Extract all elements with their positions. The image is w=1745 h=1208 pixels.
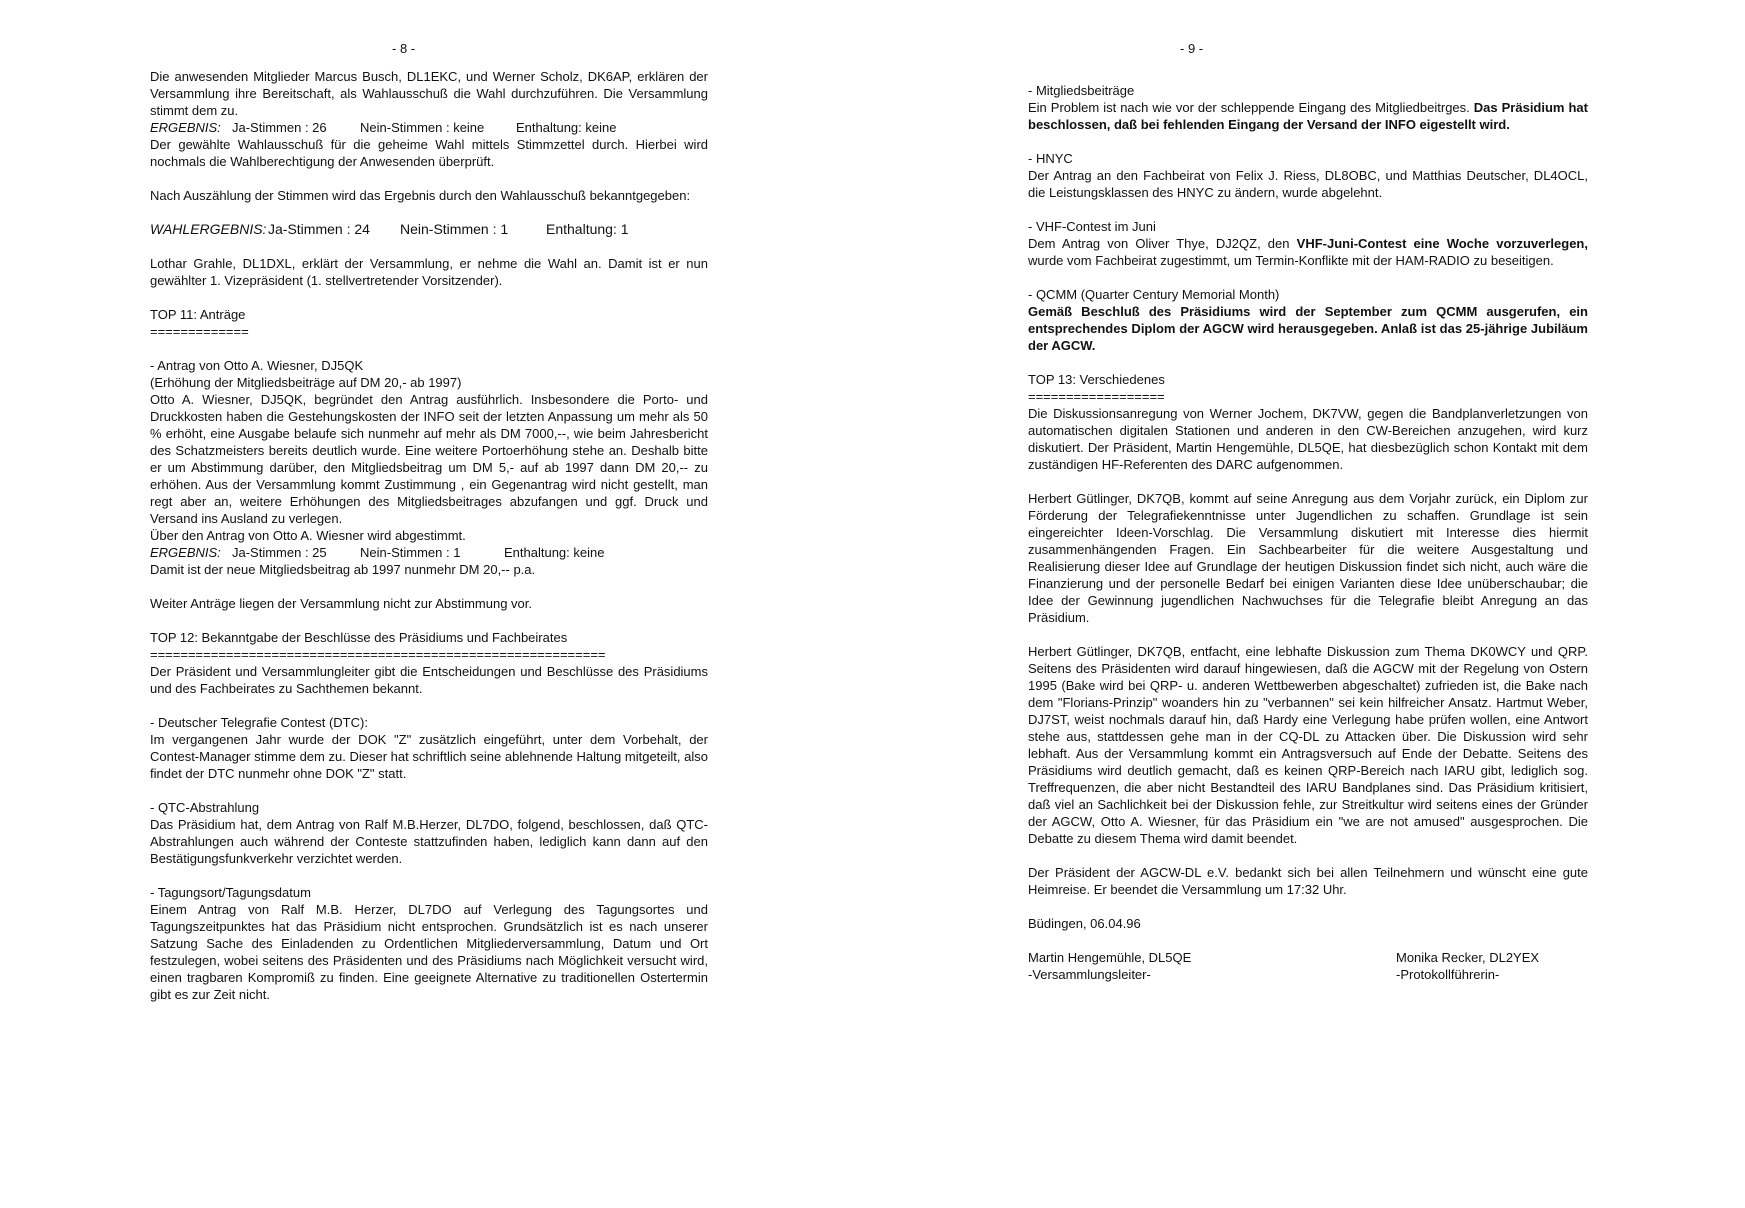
vote-no: Nein-Stimmen : keine (360, 120, 485, 135)
paragraph: Damit ist der neue Mitgliedsbeitrag ab 1997 nunmehr DM 20,-- p.a. (150, 562, 536, 577)
paragraph: Der Präsident der AGCW-DL e.V. bedankt sich bei allen Teilnehmern und wünscht eine gute Heimreise. Er beendet die Versammlung um 17:32 Uhr. (1028, 865, 1588, 897)
item-subtitle: (Erhöhung der Mitgliedsbeiträge auf DM 20,- ab 1997) (150, 375, 462, 390)
section-underline: ============= (150, 324, 249, 339)
signature-secretary (1396, 949, 1539, 983)
vote-yes: Ja-Stimmen : 25 (232, 545, 327, 560)
vote-result (150, 544, 708, 561)
section-underline: ============================================================ (150, 647, 606, 662)
paragraph: Die anwesenden Mitglieder Marcus Busch, DL1EKC, und Werner Scholz, DK6AP, erklären der Versammlung ihre Bereitschaft, als Wahlausschuß die Wahl durchzuführen. Die Versammlung stimmt dem zu. (150, 69, 708, 118)
item-title: - Tagungsort/Tagungsdatum (150, 885, 311, 900)
vote-abstain: Enthaltung: 1 (546, 221, 629, 237)
election-result (150, 221, 708, 238)
left-column (150, 68, 708, 1003)
page-number: - 9 - (1180, 41, 1204, 56)
paragraph: Weiter Anträge liegen der Versammlung nicht zur Abstimmung vor. (150, 596, 533, 611)
paragraph: Über den Antrag von Otto A. Wiesner wird abgestimmt. (150, 528, 466, 543)
vote-label: WAHLERGEBNIS: (150, 221, 267, 237)
paragraph: Der Präsident und Versammlungleiter gibt die Entscheidungen und Beschlüsse des Präsidiums und des Fachbeirates zu Sachthemen bekannt. (150, 664, 708, 696)
paragraph: Einem Antrag von Ralf M.B. Herzer, DL7DO auf Verlegung des Tagungsortes und Tagungszeitpunktes hat das Präsidium nicht entsprochen. Grundsätzlich ist es nach unserer Satzung Sache des Einladenden zu Ordentlichen Mitgliederversammlung, Datum und Ort festzulegen, wobei seitens des Präsidenten und des Präsidiums nach Möglichkeit versucht wird, einen tragbaren Kompromiß zu finden. Eine geeignete Alternative zu traditionellen Ostertermin gibt es zur Zeit nicht. (150, 902, 708, 1002)
vote-no: Nein-Stimmen : 1 (400, 221, 509, 237)
item-title: - HNYC (1028, 151, 1073, 166)
item-title: - QTC-Abstrahlung (150, 800, 260, 815)
item-title: - QCMM (Quarter Century Memorial Month) (1028, 287, 1280, 302)
item-title: - Antrag von Otto A. Wiesner, DJ5QK (150, 358, 364, 373)
section-underline: ================== (1028, 389, 1165, 404)
paragraph: Lothar Grahle, DL1DXL, erklärt der Versammlung, er nehme die Wahl an. Damit ist er nun gewählter 1. Vizepräsident (1. stellvertretender Vorsitzender). (150, 256, 708, 288)
signer-name: Martin Hengemühle, DL5QE (1028, 950, 1192, 965)
section-heading: TOP 12: Bekanntgabe der Beschlüsse des Präsidiums und Fachbeirates (150, 630, 568, 645)
paragraph: Herbert Gütlinger, DK7QB, entfacht, eine lebhafte Diskussion zum Thema DK0WCY und QRP. Seitens des Präsidenten wird darauf hingewiesen, daß die AGCW mit der Regelung von Ostern 1995 (Bake wird bei QRP- u. anderen Wettbewerben abgeschaltet) zufrieden ist, die Bake nach dem "Florians-Prinzip" woanders hin zu "verbannen" sei kein hilfreicher Ansatz. Hartmut Weber, DJ7ST, weist nochmals darauf hin, daß Hardy eine Verlegung habe prüfen wollen, eine Antwort stehe aus, stattdessen gehe man in der CQ-DL zu Attacken über. Die Diskussion wird sehr lebhaft. Aus der Versammlung kommt ein Antragsversuch auf Ende der Debatte. Seitens des Präsidiums wird deutlich gemacht, daß es keinen QRP-Bereich nach IARU gibt, lediglich sog. Treffrequenzen, die aber nicht Bestandteil des IARU Bandplanes sind. Das Präsidium kritisiert, daß viel an Sachlichkeit bei der Diskussion fehle, zur Streitkultur wird seitens eines der Gründer der AGCW, Otto A. Wiesner, für das Präsidium ein "we are not amused" ausgesprochen. Die Debatte zu diesem Thema wird damit beendet. (1028, 644, 1588, 846)
section-heading: TOP 13: Verschiedenes (1028, 372, 1165, 387)
item-title: - Deutscher Telegrafie Contest (DTC): (150, 715, 368, 730)
left-page (0, 0, 870, 1208)
paragraph: Der gewählte Wahlausschuß für die geheime Wahl mittels Stimmzettel durch. Hierbei wird nochmals die Wahlberechtigung der Anwesenden überprüft. (150, 137, 708, 169)
vote-abstain: Enthaltung: keine (516, 120, 617, 135)
paragraph: Im vergangenen Jahr wurde der DOK "Z" zusätzlich eingeführt, unter dem Vorbehalt, der Contest-Manager stimme dem zu. Dieser hat schriftlich seine ablehnende Haltung mitgeteilt, also findet der DTC nunmehr ohne DOK "Z" statt. (150, 732, 708, 781)
vote-yes: Ja-Stimmen : 26 (232, 120, 327, 135)
paragraph: Herbert Gütlinger, DK7QB, kommt auf seine Anregung aus dem Vorjahr zurück, ein Diplom zur Förderung der Telegrafiekenntnisse unter Jugendlichen zu schaffen. Grundlage ist sein eingereichter Ideen-Vorschlag. Die Versammlung diskutiert mit Interesse dies hiermit zusammenhängenden Fragen. Ein Sachbearbeiter für die weitere Ausgestaltung und Realisierung dieser Idee auf Grundlage der heutigen Diskussion findet sich nicht, auch wäre die Finanzierung und der personelle Bedarf bei einigen Varianten diese Idee unüberschaubar; die Idee der Gewinnung jugendlichen Nachwuchses für die Telegrafie bleibt Anregung an das Präsidium. (1028, 491, 1588, 625)
paragraph: Dem Antrag von Oliver Thye, DJ2QZ, den VHF-Juni-Contest eine Woche vorzuverlegen, wurde vom Fachbeirat zugestimmt, um Termin-Konflikte mit der HAM-RADIO zu beseitigen. (1028, 236, 1588, 268)
paragraph: Ein Problem ist nach wie vor der schleppende Eingang des Mitgliedbeitrges. Das Präsidium hat beschlossen, daß bei fehlenden Eingang der Versand der INFO eigestellt wird. (1028, 100, 1588, 132)
paragraph: Der Antrag an den Fachbeirat von Felix J. Riess, DL8OBC, und Matthias Deutscher, DL4OCL, die Leistungsklassen des HNYC zu ändern, wurde abgelehnt. (1028, 168, 1588, 200)
page-number: - 8 - (392, 41, 416, 56)
signatures (1028, 949, 1588, 983)
signer-role: -Protokollführerin- (1396, 967, 1500, 982)
place-date: Büdingen, 06.04.96 (1028, 916, 1141, 931)
paragraph: Das Präsidium hat, dem Antrag von Ralf M.B.Herzer, DL7DO, folgend, beschlossen, daß QTC-Abstrahlungen auch während der Conteste stattzufinden haben, lediglich kann dann auf den Bestätigungsfunkverkehr verzichtet werden. (150, 817, 708, 866)
item-title: - VHF-Contest im Juni (1028, 219, 1156, 234)
right-column (1028, 82, 1588, 983)
item-title: - Mitgliedsbeiträge (1028, 83, 1135, 98)
vote-yes: Ja-Stimmen : 24 (268, 221, 370, 237)
vote-label: ERGEBNIS: (150, 545, 221, 560)
vote-no: Nein-Stimmen : 1 (360, 545, 461, 560)
paragraph: Gemäß Beschluß des Präsidiums wird der September zum QCMM ausgerufen, ein entsprechendes Diplom der AGCW wird herausgegeben. Anlaß ist das 25-jährige Jubiläum der AGCW. (1028, 304, 1588, 353)
vote-result (150, 119, 708, 136)
vote-label: ERGEBNIS: (150, 120, 221, 135)
section-heading: TOP 11: Anträge (150, 307, 246, 322)
paragraph: Die Diskussionsanregung von Werner Jochem, DK7VW, gegen die Bandplanverletzungen von automatischen digitalen Stationen und anderen in den CW-Bereichen anzugehen, wird kurz diskutiert. Der Präsident, Martin Hengemühle, DL5QE, hat diesbezüglich schon Kontakt mit dem zuständigen HF-Referenten des DARC aufgenommen. (1028, 406, 1588, 472)
right-page (870, 0, 1745, 1208)
signer-role: -Versammlungsleiter- (1028, 967, 1151, 982)
vote-abstain: Enthaltung: keine (504, 545, 605, 560)
signature-president (1028, 949, 1191, 983)
paragraph: Otto A. Wiesner, DJ5QK, begründet den Antrag ausführlich. Insbesondere die Porto- und Druckkosten haben die Gestehungskosten der INFO seit der letzten Anpassung um mehr als 50 % erhöht, eine Ausgabe belaufe sich nunmehr auf mehr als DM 7000,--, wie beim Jahresbericht des Schatzmeisters bereits deutlich wurde. Eine weitere Portoerhöhung stehe an. Deshalb bitte er um Abstimmung darüber, den Mitgliedsbeitrag um DM 5,- auf ab 1997 dann DM 20,-- zu erhöhen. Aus der Versammlung kommt Zustimmung , ein Gegenantrag wird nicht gestellt, man regt aber an, weitere Erhöhungen des Mitgliedsbeitrages abzufangen und ggf. Druck und Versand ins Ausland zu verlegen. (150, 392, 708, 526)
paragraph: Nach Auszählung der Stimmen wird das Ergebnis durch den Wahlausschuß bekanntgegeben: (150, 188, 691, 203)
signer-name: Monika Recker, DL2YEX (1396, 950, 1540, 965)
